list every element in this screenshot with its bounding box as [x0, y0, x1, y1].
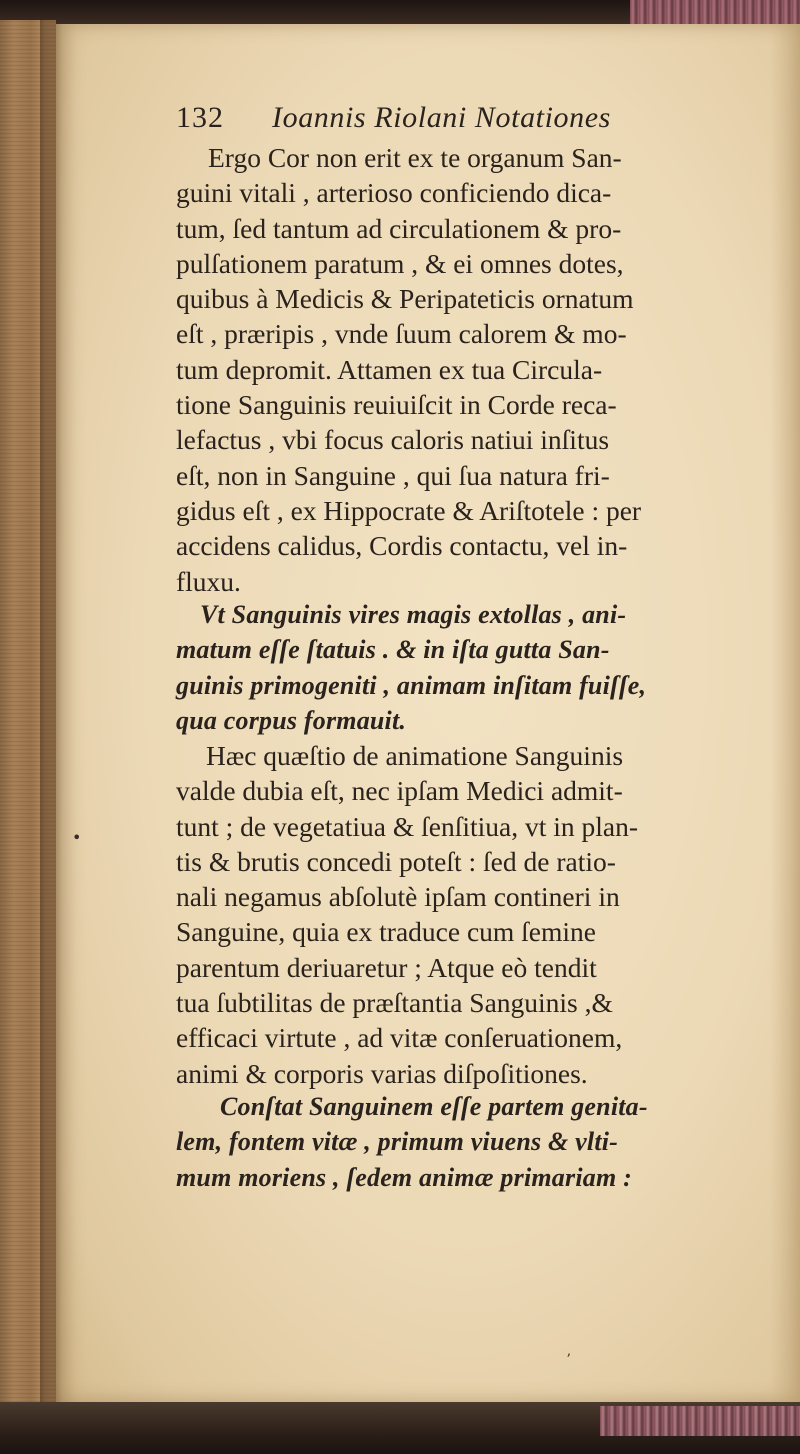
- paragraph-2-quote: [176, 597, 728, 738]
- ink-speck: ʼ: [566, 1352, 571, 1368]
- text-line: Ergo Cor non erit ex te organum San-: [208, 142, 622, 173]
- text-line: lefactus , vbi focus caloris natiui inſitus: [176, 424, 610, 456]
- text-line: eſt , præripis , vnde ſuum calorem & mo-: [176, 318, 627, 350]
- text-line: efficaci virtute , ad vitæ conſeruationem,: [176, 1022, 623, 1054]
- ink-speck: •: [72, 828, 82, 847]
- text-line: accidens calidus, Cordis contactu, vel in-: [176, 530, 628, 562]
- page-number: 132: [176, 101, 224, 134]
- text-line: guini vitali , arterioso conficiendo dica-: [176, 177, 612, 209]
- text-line: pulſationem paratum , & ei omnes dotes,: [176, 247, 624, 279]
- text-line: lem, fontem vitæ , primum viuens & vlti-: [176, 1127, 619, 1157]
- paragraph-4-quote: [176, 1089, 728, 1195]
- paragraph-3: [176, 738, 728, 1091]
- text-line: qua corpus formauit.: [176, 705, 407, 735]
- text-line: Conſtat Sanguinem eſſe partem genita-: [220, 1092, 648, 1121]
- text-line: tione Sanguinis reuiuiſcit in Corde reca-: [176, 389, 617, 421]
- text-line: Hæc quæſtio de animatione Sanguinis: [206, 740, 624, 771]
- text-line: valde dubia eſt, nec ipſam Medici admit-: [176, 775, 623, 807]
- text-line: tua ſubtilitas de præſtantia Sanguinis ,&: [176, 987, 613, 1019]
- running-header: [176, 98, 706, 138]
- text-line: guinis primogeniti , animam inſitam fuiſſe,: [176, 670, 647, 700]
- text-line: tis & brutis concedi poteſt : ſed de ratio-: [176, 845, 616, 877]
- running-title: Ioannis Riolani Notationes: [272, 101, 611, 134]
- text-line: quibus à Medicis & Peripateticis ornatum: [176, 283, 634, 315]
- page-edge-shade: [770, 24, 800, 1412]
- text-line: Sanguine, quia ex traduce cum ſemine: [176, 916, 596, 948]
- text-line: tunt ; de vegetatiua & ſenſitiua, vt in plan-: [176, 810, 639, 842]
- gutter-shadow: [40, 20, 62, 1430]
- text-line: eſt, non in Sanguine , qui ſua natura fri-: [176, 459, 610, 491]
- top-headband: [630, 0, 800, 24]
- text-line: mum moriens , ſedem animæ primariam :: [176, 1162, 632, 1192]
- text-line: Vt Sanguinis vires magis extollas , ani-: [200, 600, 627, 629]
- text-line: nali negamus abſolutè ipſam contineri in: [176, 881, 620, 913]
- text-line: tum, ſed tantum ad circulationem & pro-: [176, 212, 622, 244]
- text-line: gidus eſt , ex Hippocrate & Ariſtotele : per: [176, 494, 642, 526]
- text-line: tum depromit. Attamen ex tua Circula-: [176, 353, 603, 385]
- text-line: animi & corporis varias diſpoſitiones.: [176, 1057, 588, 1089]
- text-line: matum eſſe ſtatuis . & in iſta gutta San-: [176, 635, 610, 665]
- text-line: fluxu.: [176, 565, 241, 597]
- text-line: parentum deriuaretur ; Atque eò tendit: [176, 951, 597, 983]
- paragraph-1: [176, 140, 728, 599]
- bottom-headband: [600, 1406, 800, 1436]
